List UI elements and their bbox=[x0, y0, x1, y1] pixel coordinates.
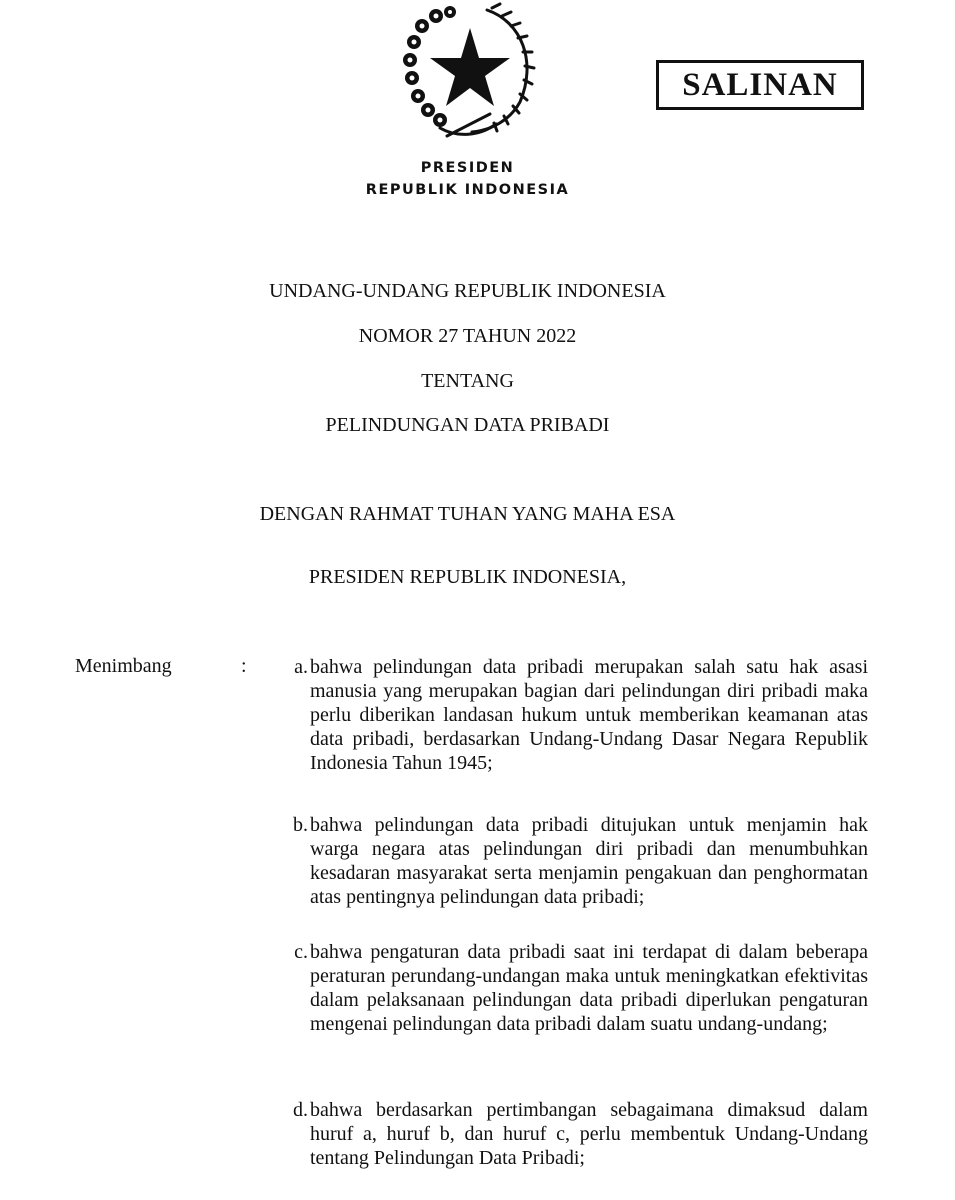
item-marker: c. bbox=[294, 941, 308, 963]
garuda-star-wreath-emblem-icon bbox=[392, 2, 542, 142]
state-emblem-graphic bbox=[392, 2, 542, 142]
item-text: bahwa pengaturan data pribadi saat ini terdapat di dalam beberapa peraturan perundang-undangan maka untuk meningkatkan efektivitas dalam pelaksanaan pelindungan data pribadi diperlukan pengaturan mengenai pelindungan data pribadi dalam suatu undang-undang; bbox=[310, 941, 868, 1035]
issuer-line: PRESIDEN REPUBLIK INDONESIA, bbox=[308, 566, 627, 588]
item-marker: b. bbox=[293, 814, 308, 836]
item-marker: d. bbox=[293, 1099, 308, 1121]
copy-stamp bbox=[656, 60, 864, 110]
considering-item bbox=[276, 655, 868, 775]
item-text: bahwa berdasarkan pertimbangan sebagaimana dimaksud dalam huruf a, huruf b, dan huruf c, perlu membentuk Undang-Undang tentang Pelindungan Data Pribadi; bbox=[310, 1099, 868, 1169]
considering-item bbox=[276, 1098, 868, 1170]
law-subject: PELINDUNGAN DATA PRIBADI bbox=[325, 414, 610, 436]
star-icon bbox=[430, 28, 510, 106]
considering-colon: : bbox=[241, 655, 247, 677]
about-label: TENTANG bbox=[421, 370, 514, 392]
item-text: bahwa pelindungan data pribadi merupakan salah satu hak asasi manusia yang merupakan bagian dari pelindungan diri pribadi maka perlu diberikan landasan hukum untuk memberikan keamanan atas data pribadi, berdasarkan Undang-Undang Dasar Negara Republik Indonesia Tahun 1945; bbox=[310, 656, 868, 774]
office-title-line-1: PRESIDEN bbox=[420, 160, 515, 176]
law-title: UNDANG-UNDANG REPUBLIK INDONESIA bbox=[269, 280, 666, 302]
item-text: bahwa pelindungan data pribadi ditujukan untuk menjamin hak warga negara atas pelindungan diri pribadi dan menumbuhkan kesadaran masyarakat serta menjamin pengakuan dan penghormatan atas pentingnya pelindungan data pribadi; bbox=[310, 814, 868, 908]
office-title-line-2: REPUBLIK INDONESIA bbox=[365, 182, 570, 198]
considering-label: Menimbang bbox=[75, 655, 172, 677]
item-marker: a. bbox=[294, 656, 308, 678]
blessing-line: DENGAN RAHMAT TUHAN YANG MAHA ESA bbox=[259, 503, 676, 525]
copy-stamp-label: SALINAN bbox=[682, 66, 838, 103]
considering-item bbox=[276, 813, 868, 909]
law-number: NOMOR 27 TAHUN 2022 bbox=[358, 325, 577, 347]
considering-item bbox=[276, 940, 868, 1036]
